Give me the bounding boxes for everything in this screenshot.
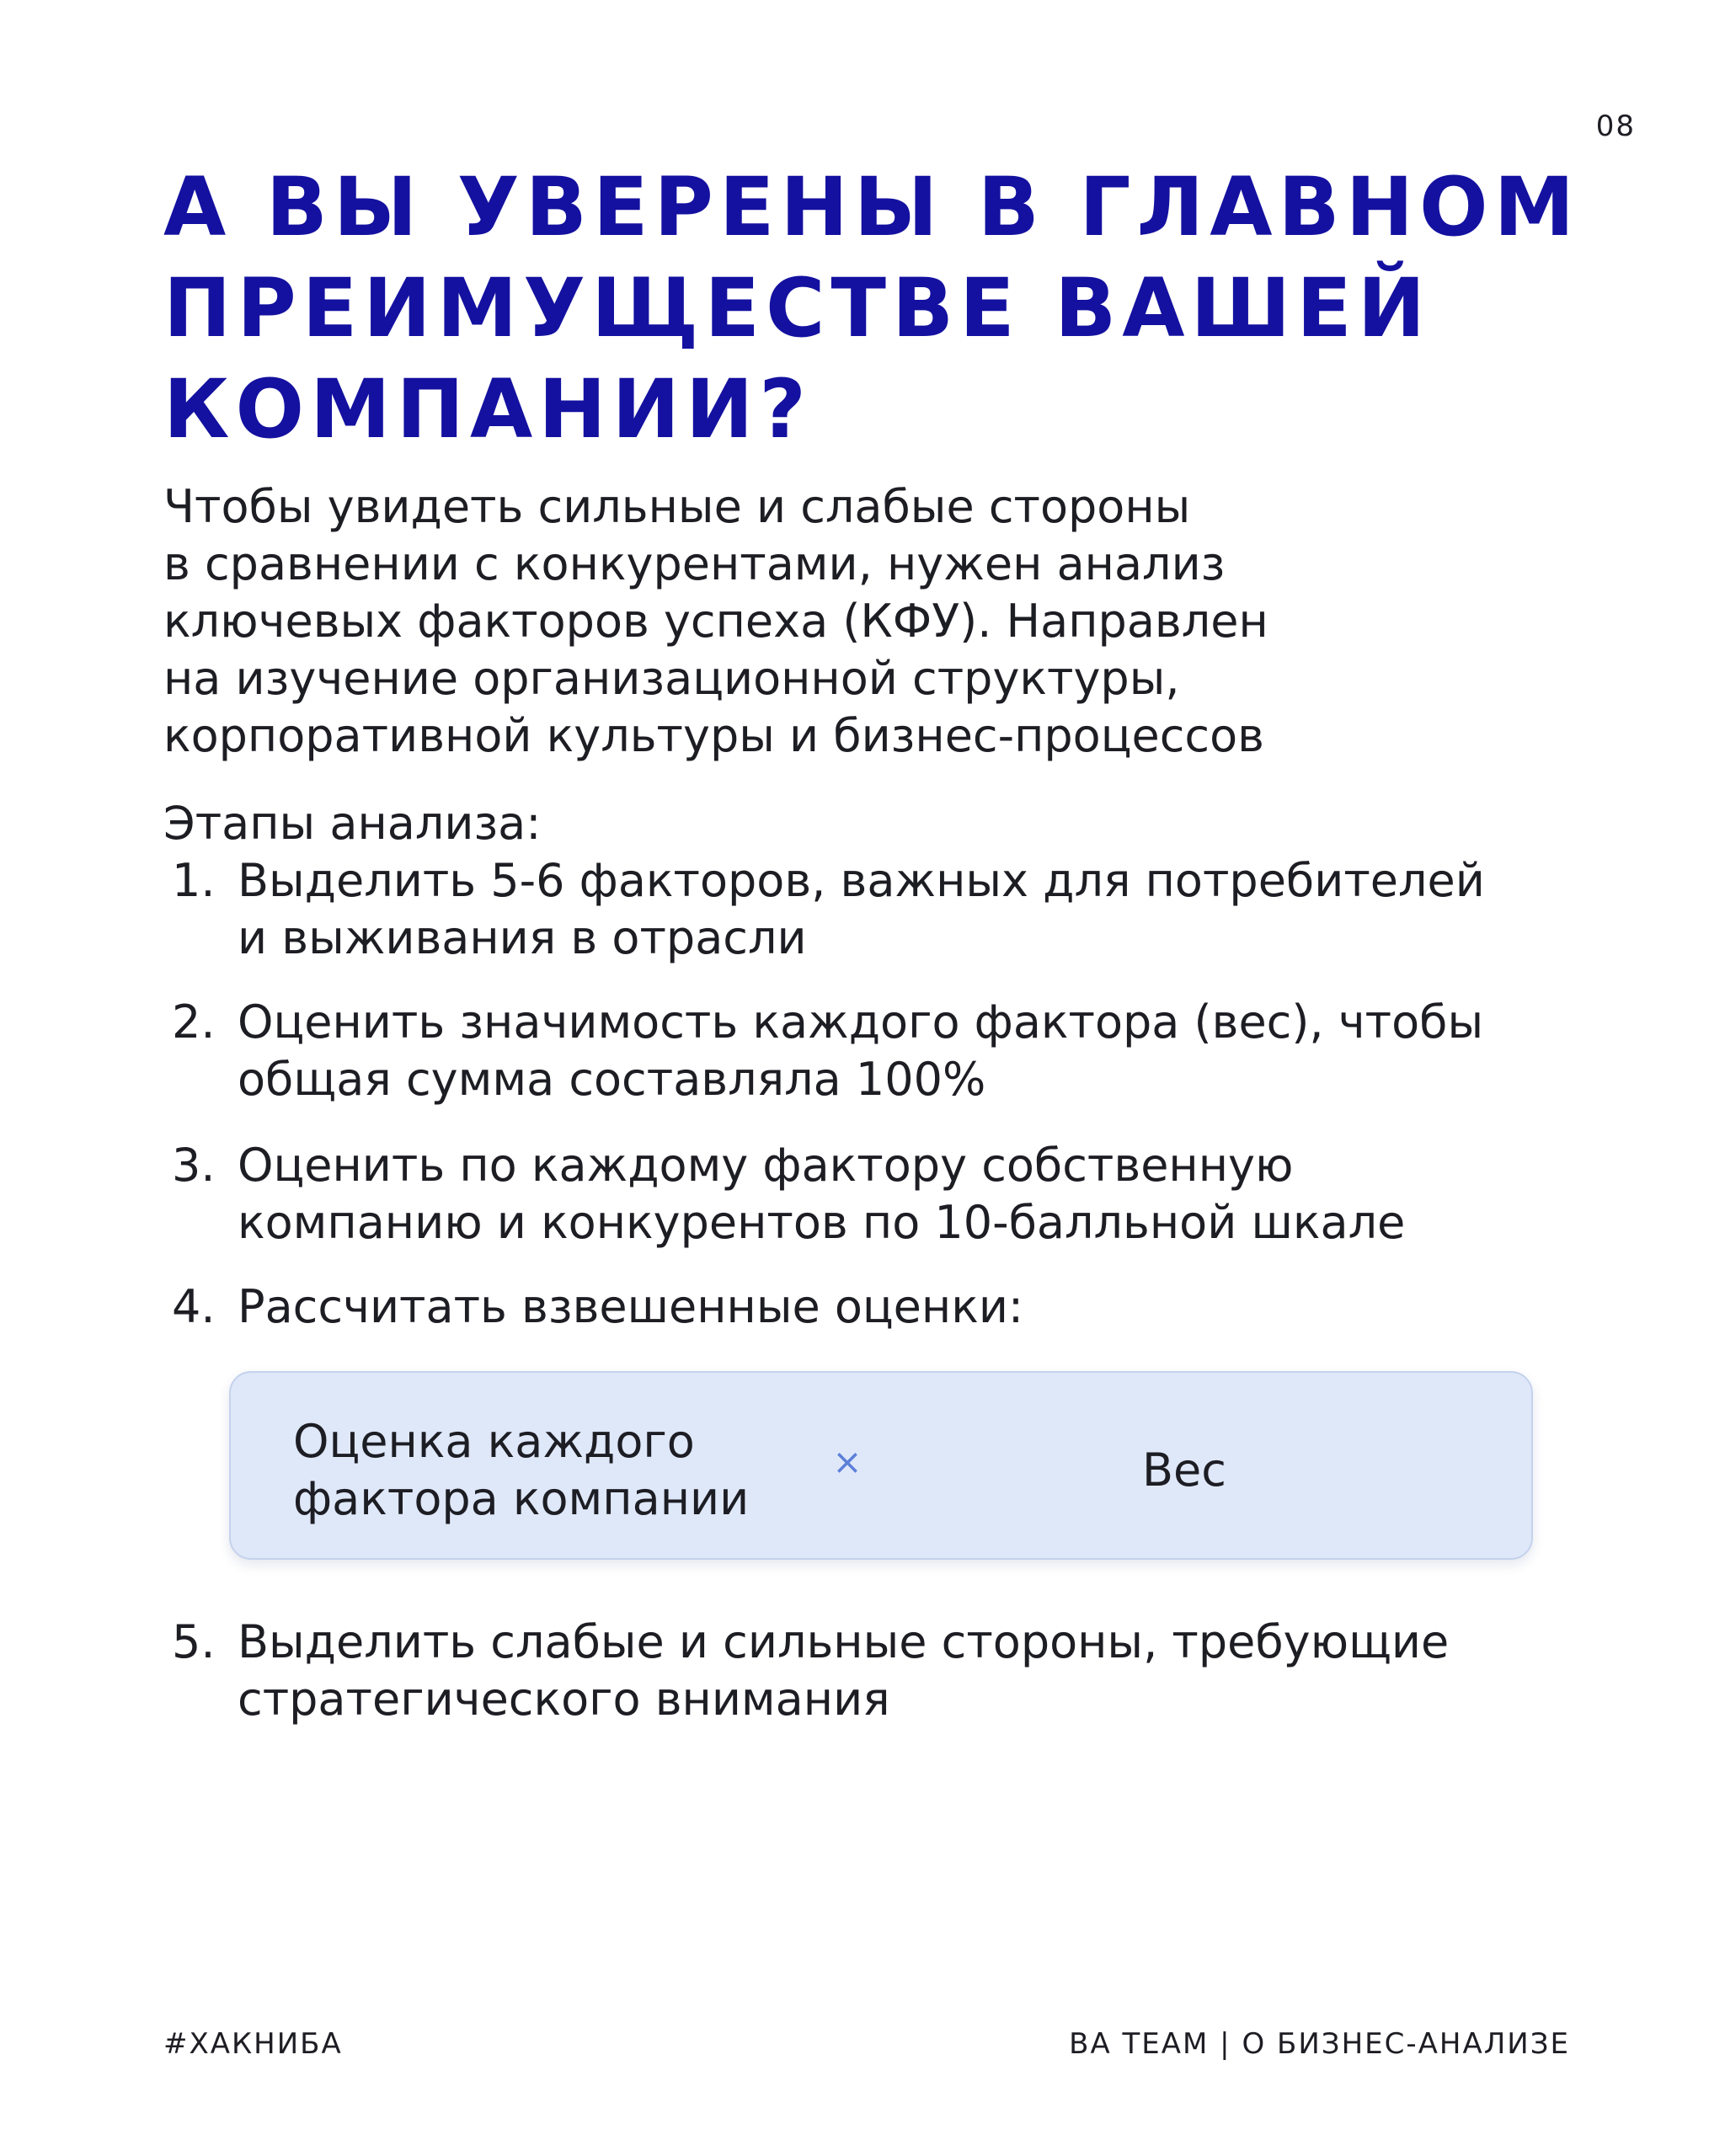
step-text [238,994,1483,1108]
step-line: Оценить по каждому фактору собственную [238,1139,1294,1192]
step-text [238,1137,1405,1251]
step-number: 5. [172,1615,216,1668]
step-line: и выживания в отрасли [238,911,807,964]
formula-left-line: фактора компании [293,1472,750,1525]
stages-heading: Этапы анализа: [163,797,542,850]
intro-line: на изучение организационной структуры, [163,652,1180,705]
step-text [238,1614,1449,1728]
step-line: Выделить слабые и сильные стороны, требующие [238,1615,1450,1668]
step-text [238,852,1485,967]
page-title [163,157,1663,460]
step-number: 1. [172,854,216,907]
footer-hashtag: #ХАКНИБА [163,2027,343,2061]
footer-brand: BA TEAM | О БИЗНЕС-АНАЛИЗЕ [1069,2027,1570,2061]
intro-line: в сравнении с конкурентами, нужен анализ [163,537,1226,590]
step-number: 4. [172,1280,216,1333]
multiply-icon: × [832,1441,862,1482]
formula-left-line: Оценка каждого [293,1415,695,1468]
step-line: Оценить значимость каждого фактора (вес), чтобы [238,995,1484,1049]
step-line: Выделить 5-6 факторов, важных для потребителей [238,854,1485,907]
title-line: ПРЕИМУЩЕСТВЕ ВАШЕЙ [163,261,1432,355]
intro-line: ключевых факторов успеха (КФУ). Направлен [163,595,1268,648]
formula-right-term: Вес [1142,1444,1226,1497]
intro-paragraph [163,478,1595,765]
step-line: компанию и конкурентов по 10-балльной шкале [238,1196,1406,1249]
formula-left-term [293,1413,749,1528]
step-line: общая сумма составляла 100% [238,1053,986,1106]
title-line: А ВЫ УВЕРЕНЫ В ГЛАВНОМ [163,160,1581,254]
step-line: стратегического внимания [238,1673,890,1726]
formula-card [229,1371,1533,1560]
intro-line: Чтобы увидеть сильные и слабые стороны [163,480,1191,533]
step-number: 2. [172,995,216,1049]
page-number: 08 [1595,109,1636,143]
title-line: КОМПАНИИ? [163,362,812,456]
step-line: Рассчитать взвешенные оценки: [238,1280,1024,1333]
intro-line: корпоративной культуры и бизнес-процессов [163,709,1264,762]
step-number: 3. [172,1139,216,1192]
step-text [238,1278,1023,1336]
